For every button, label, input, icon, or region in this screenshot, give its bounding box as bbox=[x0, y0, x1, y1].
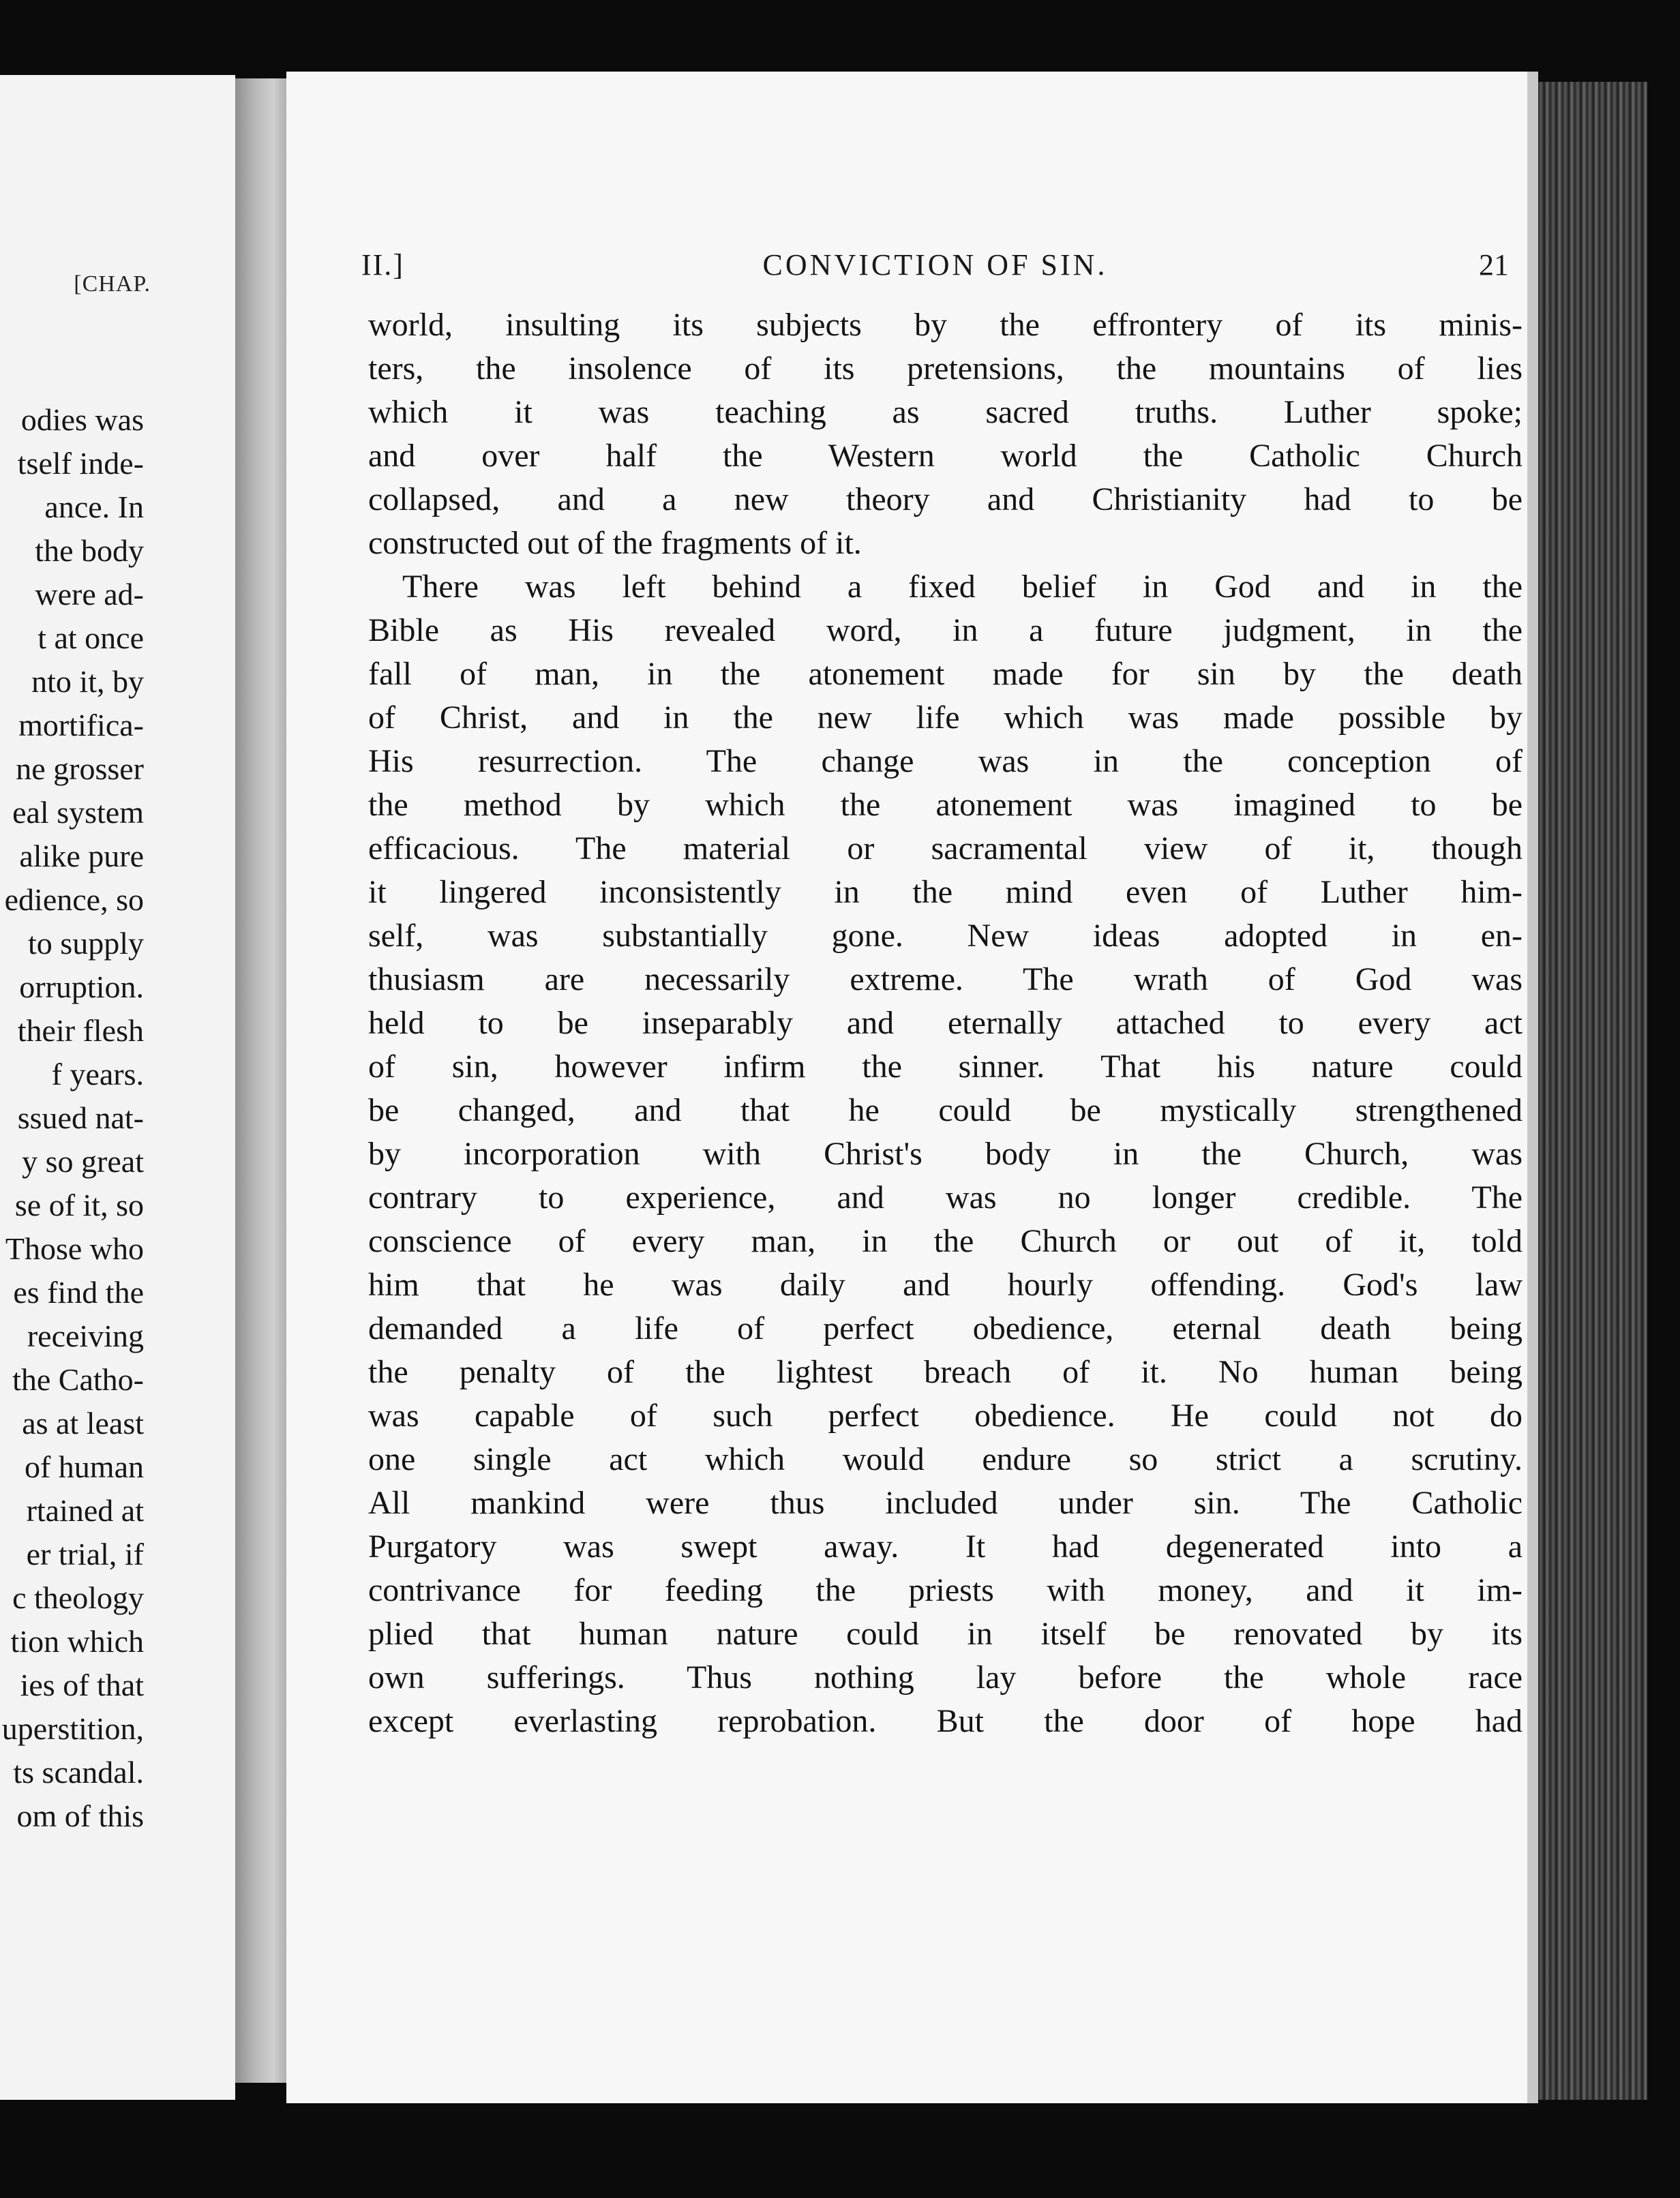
left-text-line: t at once bbox=[38, 620, 144, 655]
text-line: Purgatory was swept away. It had degenerated into a bbox=[368, 1529, 1522, 1565]
left-text-line: rtained at bbox=[26, 1493, 144, 1528]
left-text-line: ts scandal. bbox=[13, 1755, 144, 1790]
left-text-line: c theology bbox=[12, 1580, 144, 1615]
text-line: collapsed, and a new theory and Christianity had to be bbox=[368, 481, 1522, 517]
text-line: one single act which would endure so strict a scrutiny. bbox=[368, 1441, 1522, 1477]
right-page bbox=[286, 72, 1538, 2103]
left-text-line: alike pure bbox=[19, 839, 144, 873]
left-text-line: ies of that bbox=[20, 1668, 144, 1702]
text-line: There was left behind a fixed belief in God and in the bbox=[402, 569, 1522, 605]
text-line: and over half the Western world the Catholic Church bbox=[368, 438, 1522, 474]
text-line: ters, the insolence of its pretensions, the mountains of lies bbox=[368, 350, 1522, 387]
text-line: Bible as His revealed word, in a future judgment, in the bbox=[368, 612, 1522, 648]
text-line: held to be inseparably and eternally attached to every act bbox=[368, 1005, 1522, 1041]
text-line: the method by which the atonement was imagined to be bbox=[368, 787, 1522, 823]
text-line: it lingered inconsistently in the mind even of Luther him- bbox=[368, 874, 1522, 910]
text-line: constructed out of the fragments of it. bbox=[368, 525, 862, 561]
left-text-line: their flesh bbox=[17, 1013, 144, 1048]
text-line: efficacious. The material or sacramental view of it, though bbox=[368, 830, 1522, 867]
left-text-line: the body bbox=[35, 533, 144, 568]
left-text-line: receiving bbox=[27, 1319, 144, 1353]
running-header bbox=[361, 247, 1509, 288]
left-text-line: were ad- bbox=[35, 577, 144, 612]
text-line: except everlasting reprobation. But the door of hope had bbox=[368, 1703, 1522, 1739]
left-text-line: of human bbox=[24, 1449, 144, 1484]
left-text-line: ance. In bbox=[44, 490, 144, 524]
left-text-line: odies was bbox=[20, 402, 144, 437]
text-line: fall of man, in the atonement made for sin by the death bbox=[368, 656, 1522, 692]
text-line: His resurrection. The change was in the conception of bbox=[368, 743, 1522, 779]
left-text-line: ne grosser bbox=[16, 751, 144, 786]
text-line: plied that human nature could in itself be renovated by its bbox=[368, 1616, 1522, 1652]
left-text-line: the Catho- bbox=[12, 1362, 144, 1397]
left-text-line: es find the bbox=[13, 1275, 144, 1310]
left-text-line: to supply bbox=[28, 926, 144, 961]
body-text bbox=[368, 303, 1522, 1743]
text-line: of Christ, and in the new life which was made possible by bbox=[368, 699, 1522, 736]
left-text-line: mortifica- bbox=[18, 708, 144, 742]
text-line: conscience of every man, in the Church or out of it, told bbox=[368, 1223, 1522, 1259]
text-line: be changed, and that he could be mystically strengthened bbox=[368, 1092, 1522, 1128]
left-text-line: Those who bbox=[5, 1231, 144, 1266]
text-line: demanded a life of perfect obedience, eternal death being bbox=[368, 1310, 1522, 1346]
left-text-line: f years. bbox=[51, 1057, 144, 1092]
left-text-line: nto it, by bbox=[31, 664, 144, 699]
left-text-line: as at least bbox=[22, 1406, 144, 1441]
left-text-line: y so great bbox=[22, 1144, 144, 1179]
left-text-line: orruption. bbox=[19, 969, 144, 1004]
chapter-mark: II.] bbox=[361, 248, 404, 282]
left-running-head: [CHAP. bbox=[74, 271, 151, 297]
text-line: contrivance for feeding the priests with money, and it im- bbox=[368, 1572, 1522, 1608]
book-gutter bbox=[235, 78, 290, 2083]
text-line: which it was teaching as sacred truths. Luther spoke; bbox=[368, 394, 1522, 430]
left-text-line: se of it, so bbox=[14, 1188, 144, 1222]
text-line: was capable of such perfect obedience. He could not do bbox=[368, 1398, 1522, 1434]
page-number: 21 bbox=[1479, 248, 1509, 282]
text-line: the penalty of the lightest breach of it. No human being bbox=[368, 1354, 1522, 1390]
left-text-line: er trial, if bbox=[26, 1537, 144, 1571]
running-title: CONVICTION OF SIN. bbox=[762, 248, 1108, 282]
left-text-line: tself inde- bbox=[17, 446, 144, 481]
left-text-line: ssued nat- bbox=[17, 1100, 144, 1135]
left-text-line: eal system bbox=[12, 795, 144, 830]
page-edges bbox=[1538, 82, 1647, 2100]
text-line: by incorporation with Christ's body in the Church, was bbox=[368, 1136, 1522, 1172]
text-line: of sin, however infirm the sinner. That his nature could bbox=[368, 1049, 1522, 1085]
text-line: him that he was daily and hourly offending. God's law bbox=[368, 1267, 1522, 1303]
left-page-text bbox=[0, 398, 144, 1838]
left-text-line: tion which bbox=[10, 1624, 144, 1659]
text-line: own sufferings. Thus nothing lay before the whole race bbox=[368, 1659, 1522, 1696]
left-page bbox=[0, 75, 235, 2100]
left-text-line: edience, so bbox=[4, 882, 144, 917]
text-line: self, was substantially gone. New ideas adopted in en- bbox=[368, 918, 1522, 954]
text-line: thusiasm are necessarily extreme. The wrath of God was bbox=[368, 961, 1522, 997]
text-line: contrary to experience, and was no longer credible. The bbox=[368, 1179, 1522, 1216]
text-line: world, insulting its subjects by the effrontery of its minis- bbox=[368, 307, 1522, 343]
left-text-line: uperstition, bbox=[1, 1711, 144, 1746]
left-text-line: om of this bbox=[16, 1798, 144, 1833]
text-line: All mankind were thus included under sin. The Catholic bbox=[368, 1485, 1522, 1521]
